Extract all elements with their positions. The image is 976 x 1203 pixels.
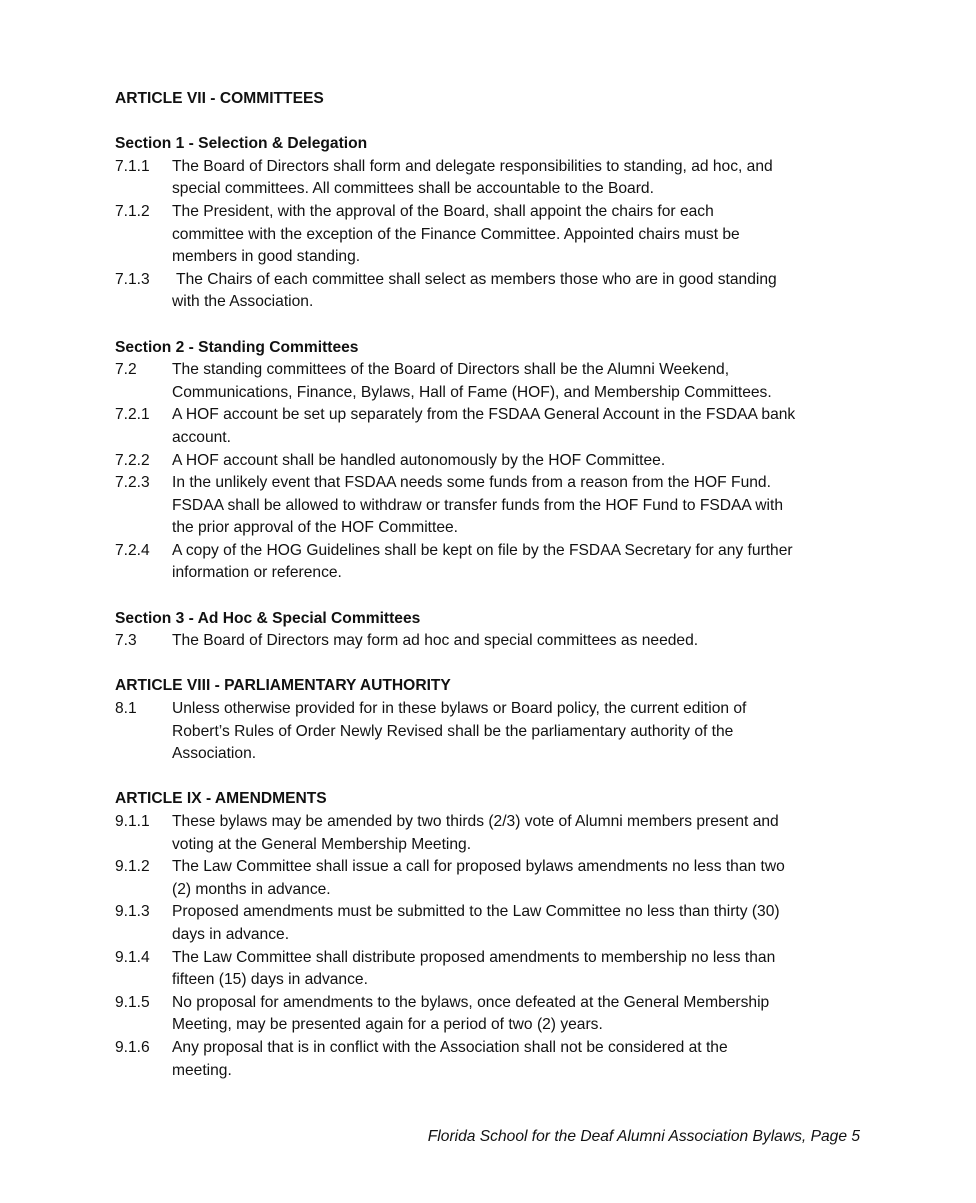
clause-line: Proposed amendments must be submitted to the Law Committee no less than thirty (30) xyxy=(172,903,780,921)
clause-number: 7.1.1 xyxy=(115,157,150,175)
clause-line: Robert’s Rules of Order Newly Revised shall be the parliamentary authority of the xyxy=(172,722,734,740)
clause-line: These bylaws may be amended by two thirds (2/3) vote of Alumni members present and xyxy=(172,813,779,830)
clause-line: The Chairs of each committee shall select as members those who are in good standing xyxy=(172,270,777,288)
clause-text xyxy=(172,450,875,473)
clause-line: No proposal for amendments to the bylaws, once defeated at the General Membership xyxy=(172,993,770,1011)
section-heading: Section 2 - Standing Committees xyxy=(115,338,359,356)
clause-number: 7.2.2 xyxy=(115,451,150,469)
clause-line: fifteen (15) days in advance. xyxy=(172,971,368,989)
bylaw-clause xyxy=(115,472,875,540)
clause-text xyxy=(172,540,875,585)
article-heading: ARTICLE IX - AMENDMENTS xyxy=(115,790,327,808)
clause-line: FSDAA shall be allowed to withdraw or transfer funds from the HOF Fund to FSDAA with xyxy=(172,496,784,514)
clause-number: 9.1.1 xyxy=(115,813,150,830)
bylaw-clause xyxy=(115,947,875,992)
article-heading: ARTICLE VIII - PARLIAMENTARY AUTHORITY xyxy=(115,677,451,695)
clause-line: account. xyxy=(172,428,231,446)
clause-text xyxy=(172,472,875,540)
section-heading: Section 3 - Ad Hoc & Special Committees xyxy=(115,609,421,627)
clause-text xyxy=(172,156,875,201)
clause-line: Communications, Finance, Bylaws, Hall of Fame (HOF), and Membership Committees. xyxy=(172,383,772,401)
clause-number: 9.1.6 xyxy=(115,1038,150,1056)
clause-line: A HOF account be set up separately from the FSDAA General Account in the FSDAA bank xyxy=(172,406,796,424)
clause-line: Association. xyxy=(172,745,257,763)
bylaw-clause xyxy=(115,359,875,404)
clause-line: days in advance. xyxy=(172,925,290,943)
clause-line: Any proposal that is in conflict with the Association shall not be considered at the xyxy=(172,1038,728,1056)
clause-text xyxy=(172,947,875,992)
bylaw-clause xyxy=(115,540,875,585)
bylaw-clause xyxy=(115,156,875,201)
clause-text xyxy=(172,856,875,901)
bylaw-clause xyxy=(115,698,875,766)
clause-text xyxy=(172,992,875,1037)
clause-number: 7.2.1 xyxy=(115,406,150,424)
clause-number: 7.1.3 xyxy=(115,270,150,288)
clause-text xyxy=(172,1037,875,1082)
clause-text xyxy=(172,359,875,404)
page-footer: Florida School for the Deaf Alumni Association Bylaws, Page 5 xyxy=(427,1128,860,1145)
clause-line: voting at the General Membership Meeting. xyxy=(172,835,472,853)
clause-number: 9.1.5 xyxy=(115,993,150,1011)
blank-line xyxy=(115,111,875,134)
clause-text xyxy=(172,901,875,946)
clause-line: In the unlikely event that FSDAA needs some funds from a reason from the HOF Fund. xyxy=(172,474,771,492)
blank-line xyxy=(115,653,875,676)
clause-number: 7.2.4 xyxy=(115,541,150,559)
clause-number: 7.1.2 xyxy=(115,202,150,220)
clause-line: The President, with the approval of the Board, shall appoint the chairs for each xyxy=(172,202,714,220)
clause-line: The Law Committee shall distribute proposed amendments to membership no less than xyxy=(172,948,776,966)
clause-number: 8.1 xyxy=(115,700,137,718)
clause-line: The Law Committee shall issue a call for proposed bylaws amendments no less than two xyxy=(172,858,785,876)
clause-number: 9.1.4 xyxy=(115,948,150,966)
bylaw-clause xyxy=(115,404,875,449)
clause-line: committee with the exception of the Finance Committee. Appointed chairs must be xyxy=(172,225,740,243)
article-heading: ARTICLE VII - COMMITTEES xyxy=(115,90,324,107)
clause-line: The Board of Directors may form ad hoc and special committees as needed. xyxy=(172,632,699,650)
bylaw-clause xyxy=(115,269,875,314)
blank-line xyxy=(115,766,875,789)
clause-text xyxy=(172,630,875,653)
clause-number: 9.1.3 xyxy=(115,903,150,921)
clause-number: 7.2.3 xyxy=(115,474,150,492)
clause-line: members in good standing. xyxy=(172,248,361,266)
bylaw-clause xyxy=(115,450,875,473)
clause-line: A HOF account shall be handled autonomously by the HOF Committee. xyxy=(172,451,666,469)
clause-number: 7.3 xyxy=(115,632,137,650)
clause-line: meeting. xyxy=(172,1061,232,1079)
bylaw-clause xyxy=(115,630,875,653)
clause-line: The standing committees of the Board of Directors shall be the Alumni Weekend, xyxy=(172,361,730,379)
clause-line: the prior approval of the HOF Committee. xyxy=(172,519,459,537)
clause-number: 7.2 xyxy=(115,361,137,379)
clause-number: 9.1.2 xyxy=(115,858,150,876)
bylaw-clause xyxy=(115,856,875,901)
section-heading: Section 1 - Selection & Delegation xyxy=(115,135,368,153)
clause-line: with the Association. xyxy=(172,293,314,311)
clause-line: Meeting, may be presented again for a period of two (2) years. xyxy=(172,1016,603,1034)
clause-line: A copy of the HOG Guidelines shall be kept on file by the FSDAA Secretary for any further xyxy=(172,541,793,559)
blank-line xyxy=(115,314,875,337)
bylaw-clause xyxy=(115,901,875,946)
bylaw-clause xyxy=(115,992,875,1037)
bylaw-clause xyxy=(115,811,875,856)
clause-line: special committees. All committees shall be accountable to the Board. xyxy=(172,180,654,198)
bylaw-clause xyxy=(115,201,875,269)
clause-line: The Board of Directors shall form and delegate responsibilities to standing, ad hoc, and xyxy=(172,157,773,175)
bylaw-clause xyxy=(115,1037,875,1082)
clause-line: Unless otherwise provided for in these bylaws or Board policy, the current edition of xyxy=(172,700,747,718)
blank-line xyxy=(115,585,875,608)
clause-line: information or reference. xyxy=(172,564,342,582)
clause-line: (2) months in advance. xyxy=(172,880,331,898)
clause-text xyxy=(172,698,875,766)
clause-text xyxy=(172,201,875,269)
document-body xyxy=(115,88,875,1082)
clause-text xyxy=(172,811,875,856)
clause-text xyxy=(172,269,875,314)
clause-text xyxy=(172,404,875,449)
